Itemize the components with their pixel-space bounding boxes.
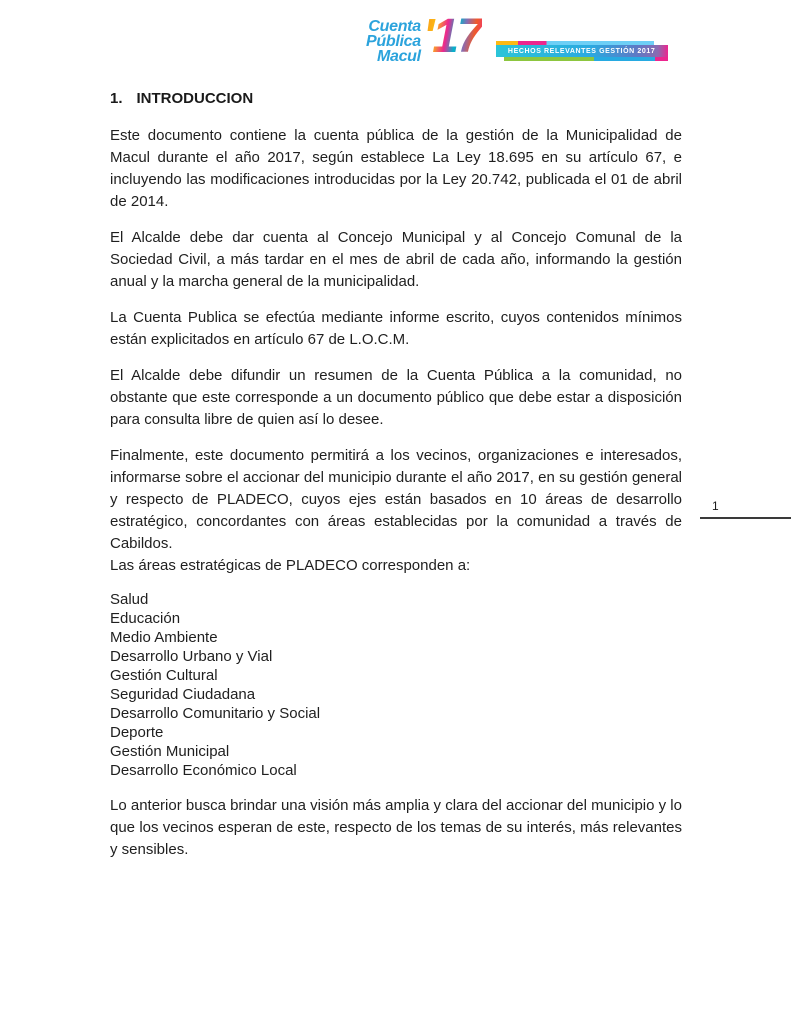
body-paragraphs xyxy=(110,125,682,555)
strategic-area-item: Desarrollo Económico Local xyxy=(110,762,297,779)
body-paragraph: Finalmente, este documento permitirá a los vecinos, organizaciones e interesados, informarse sobre el accionar del municipio durante el año 2017, en su gestión general y respecto de PLADECO, cuyos ejes están basados en 10 áreas de desarrollo estratégico, concordantes con áreas establecidas por la comunidad a través de Cabildos. xyxy=(110,447,682,552)
body-paragraph: Este documento contiene la cuenta pública de la gestión de la Municipalidad de Macul durante el año 2017, según establece La Ley 18.695 en su artículo 67, e incluyendo las modificaciones introducidas por la Ley 20.742, publicada el 01 de abril de 2014. xyxy=(110,127,682,210)
strategic-area-item: Deporte xyxy=(110,724,164,741)
strategic-area-item: Seguridad Ciudadana xyxy=(110,686,256,703)
page-number-block xyxy=(700,497,791,519)
cuenta-publica-logo xyxy=(366,12,668,64)
strategic-area-item: Educación xyxy=(110,610,181,627)
ribbon-stripe-bottom xyxy=(504,57,668,61)
section-number: 1. xyxy=(110,90,123,107)
body-paragraph: El Alcalde debe dar cuenta al Concejo Municipal y al Concejo Comunal de la Sociedad Civil, a más tardar en el mes de abril de cada año, informando la gestión anual y la marcha general de la municipalidad. xyxy=(110,229,682,290)
section-heading xyxy=(110,88,682,110)
ribbon-text: HECHOS RELEVANTES GESTIÓN 2017 xyxy=(507,47,656,55)
document-content xyxy=(110,88,682,861)
strategic-areas-list xyxy=(110,590,682,780)
strategic-area-item: Gestión Municipal xyxy=(110,743,230,760)
strategic-area-item: Desarrollo Comunitario y Social xyxy=(110,705,321,722)
logo-year-17: '17 xyxy=(422,10,482,63)
ribbon-band xyxy=(496,45,668,57)
page-number: 1 xyxy=(712,499,719,513)
strategic-area-item: Gestión Cultural xyxy=(110,667,218,684)
body-paragraph: El Alcalde debe difundir un resumen de la Cuenta Pública a la comunidad, no obstante que este corresponde a un documento público que debe estar a disposición para consulta libre de quien así lo desee. xyxy=(110,367,682,428)
strategic-area-item: Desarrollo Urbano y Vial xyxy=(110,648,273,665)
list-intro-line: Las áreas estratégicas de PLADECO corresponden a: xyxy=(110,557,471,574)
logo-wordmark-line: Cuenta xyxy=(368,18,421,35)
section-title: INTRODUCCION xyxy=(136,90,254,107)
strategic-area-item: Salud xyxy=(110,591,149,608)
logo-wordmark-line: Macul xyxy=(376,48,421,65)
closing-paragraph: Lo anterior busca brindar una visión más amplia y clara del accionar del municipio y lo que los vecinos esperan de este, respecto de los temas de su interés, más relevantes y sensibles. xyxy=(110,797,682,858)
logo-wordmark xyxy=(366,12,421,64)
page-number-rule xyxy=(700,517,791,519)
body-paragraph: La Cuenta Publica se efectúa mediante informe escrito, cuyos contenidos mínimos están explicitados en artículo 67 de L.O.C.M. xyxy=(110,309,682,348)
ribbon-banner xyxy=(496,41,668,61)
strategic-area-item: Medio Ambiente xyxy=(110,629,218,646)
logo-wordmark-line: Pública xyxy=(366,33,421,50)
